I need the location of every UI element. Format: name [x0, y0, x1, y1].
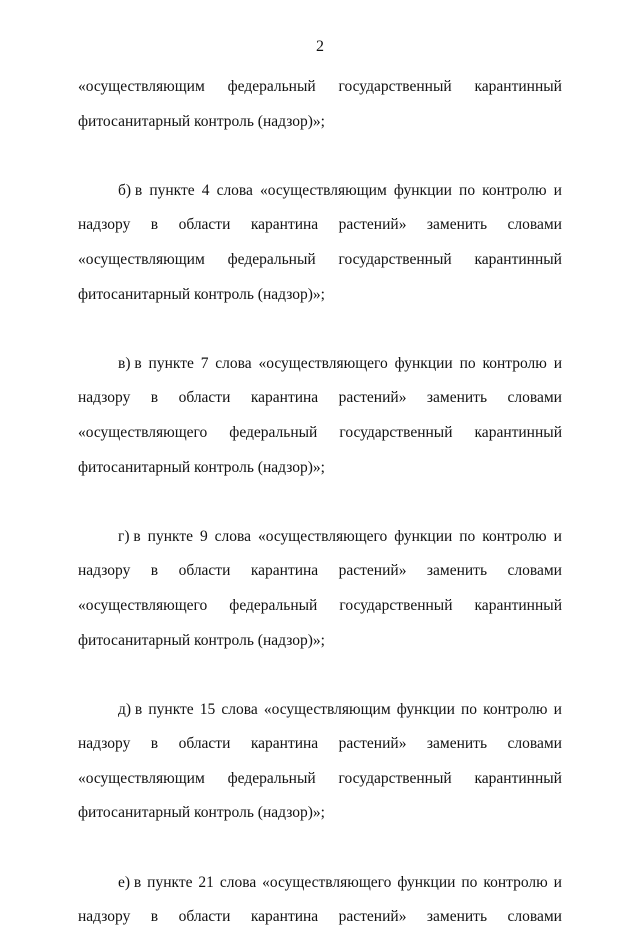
word: карантинный [474, 769, 562, 787]
word: области [178, 908, 231, 926]
word: 4 [201, 181, 210, 199]
word: области [178, 562, 231, 580]
word: слова [216, 181, 253, 199]
text-line [78, 70, 562, 105]
line-text: фитосанитарный контроль (надзор)»; [78, 458, 325, 476]
word: и [553, 873, 562, 891]
word: карантинный [474, 423, 562, 441]
paragraph-gap [78, 139, 562, 174]
word: «осуществляющим [78, 78, 205, 95]
text-line [78, 900, 562, 935]
text-line [78, 278, 562, 313]
word: пункте [147, 527, 193, 545]
document-body [78, 70, 562, 935]
text-line [78, 727, 562, 762]
word: карантина [250, 908, 319, 926]
word: государственный [338, 78, 452, 95]
word: области [178, 216, 231, 234]
word: надзору [78, 216, 131, 234]
word: заменить [426, 735, 488, 753]
word: карантина [250, 735, 319, 753]
word: 21 [198, 873, 214, 891]
word: заменить [426, 389, 488, 407]
word: растений» [338, 389, 407, 407]
word: «осуществляющего [78, 423, 208, 441]
word: функции [393, 181, 452, 199]
text-line [78, 105, 562, 140]
word: карантинный [474, 596, 562, 614]
word: карантина [250, 562, 319, 580]
word: «осуществляющим [78, 769, 205, 787]
word: государственный [339, 596, 453, 614]
word: д) в [118, 700, 143, 718]
word: словами [507, 735, 562, 753]
paragraph-e [78, 866, 562, 935]
word: контролю [482, 181, 547, 199]
word: растений» [338, 908, 407, 926]
word: пункте [148, 700, 194, 718]
word: и [553, 527, 562, 545]
word: пункте [147, 873, 193, 891]
word: растений» [338, 216, 407, 234]
text-line [78, 866, 562, 901]
word: заменить [426, 562, 488, 580]
word: федеральный [227, 769, 316, 787]
word: заменить [426, 216, 488, 234]
word: государственный [338, 769, 452, 787]
word: по [459, 354, 476, 372]
word: контролю [483, 700, 548, 718]
word: государственный [339, 423, 453, 441]
word: слова [221, 700, 258, 718]
page-number: 2 [316, 38, 324, 55]
word: слова [215, 354, 252, 372]
paragraph-d [78, 693, 562, 831]
text-line [78, 796, 562, 831]
word: и [553, 700, 562, 718]
word: функции [394, 354, 453, 372]
word: пункте [148, 354, 194, 372]
paragraph-v [78, 347, 562, 485]
word: по [459, 527, 476, 545]
word: по [460, 700, 478, 718]
text-line [78, 174, 562, 209]
text-line [78, 381, 562, 416]
word: «осуществляющего [78, 596, 208, 614]
word: пункте [149, 181, 195, 199]
word: в [150, 389, 159, 407]
word: «осуществляющего [262, 873, 392, 891]
word: функции [394, 527, 453, 545]
word: словами [507, 562, 562, 580]
word: «осуществляющим [78, 250, 205, 268]
word: федеральный [227, 78, 316, 95]
word: словами [507, 216, 562, 234]
word: надзору [78, 389, 131, 407]
text-line [78, 416, 562, 451]
word: в) в [118, 354, 142, 372]
paragraph-b [78, 174, 562, 312]
word: словами [507, 389, 562, 407]
word: е) в [118, 873, 142, 891]
text-line [78, 347, 562, 382]
word: области [178, 735, 231, 753]
word: слова [214, 527, 252, 545]
word: надзору [78, 735, 131, 753]
word: «осуществляющего [258, 354, 388, 372]
word: «осуществляющим [263, 700, 391, 718]
word: надзору [78, 562, 131, 580]
word: карантинный [474, 250, 562, 268]
word: 15 [199, 700, 216, 718]
line-text: фитосанитарный контроль (надзор)»; [78, 112, 325, 130]
word: в [150, 562, 159, 580]
word: по [459, 181, 476, 199]
word: контролю [482, 354, 547, 372]
text-line [78, 554, 562, 589]
word: словами [507, 908, 562, 926]
text-line [78, 762, 562, 797]
line-text: фитосанитарный контроль (надзор)»; [78, 285, 325, 303]
word: карантина [250, 389, 319, 407]
word: заменить [426, 908, 488, 926]
word: б) в [118, 181, 143, 199]
word: по [461, 873, 478, 891]
paragraph-a-end [78, 70, 562, 139]
word: государственный [338, 250, 452, 268]
word: контролю [482, 527, 547, 545]
word: и [553, 181, 562, 199]
paragraph-gap [78, 485, 562, 520]
word: «осуществляющего [257, 527, 388, 545]
word: в [150, 908, 159, 926]
line-text: фитосанитарный контроль (надзор)»; [78, 804, 325, 822]
word: контролю [483, 873, 548, 891]
word: 7 [200, 354, 209, 372]
word: области [178, 389, 231, 407]
paragraph-gap [78, 658, 562, 693]
word: федеральный [229, 423, 318, 441]
text-line [78, 693, 562, 728]
text-line [78, 520, 562, 555]
word: карантина [250, 216, 319, 234]
word: 9 [199, 527, 208, 545]
word: федеральный [229, 596, 318, 614]
word: слова [219, 873, 257, 891]
word: «осуществляющим [260, 181, 387, 199]
word: федеральный [227, 250, 316, 268]
word: и [553, 354, 562, 372]
text-line [78, 624, 562, 659]
text-line [78, 451, 562, 486]
word: надзору [78, 908, 131, 926]
word: растений» [338, 735, 407, 753]
text-line [78, 243, 562, 278]
paragraph-gap [78, 312, 562, 347]
word: в [150, 216, 159, 234]
text-line [78, 208, 562, 243]
word: функции [397, 873, 456, 891]
word: карантинный [474, 78, 562, 95]
word: растений» [338, 562, 407, 580]
paragraph-gap [78, 831, 562, 866]
text-line [78, 589, 562, 624]
paragraph-g [78, 520, 562, 658]
line-text: фитосанитарный контроль (надзор)»; [78, 631, 325, 649]
word: в [150, 735, 159, 753]
word: функции [396, 700, 455, 718]
word: г) в [118, 527, 141, 545]
